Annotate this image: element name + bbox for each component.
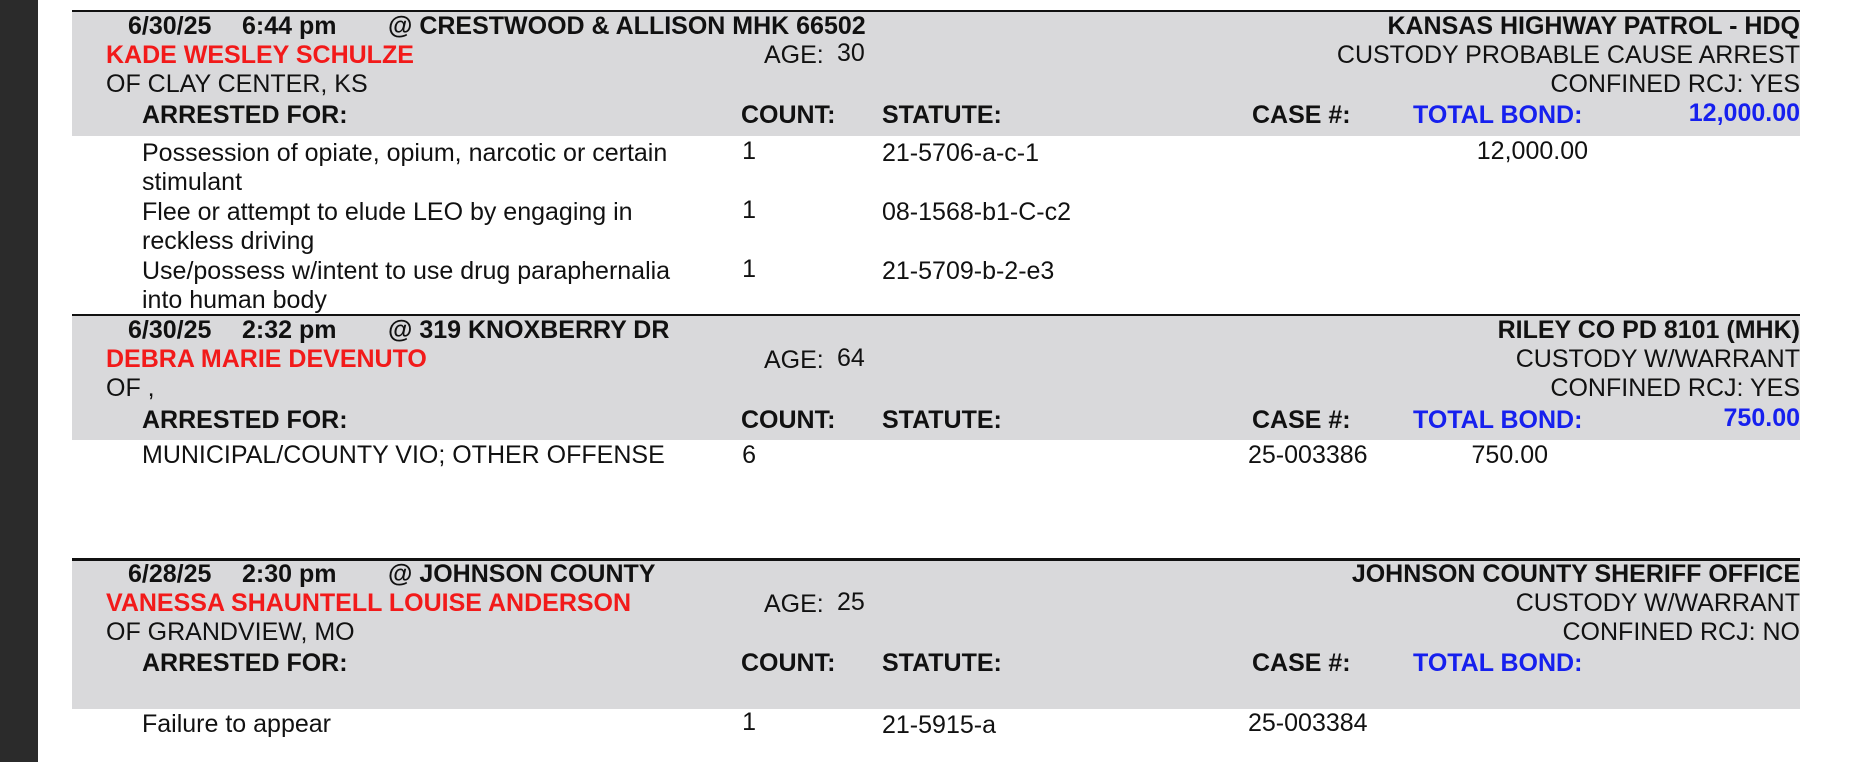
arresting-agency: JOHNSON COUNTY SHERIFF OFFICE bbox=[1351, 560, 1800, 588]
arrested-for-label: ARRESTED FOR: bbox=[142, 649, 348, 677]
count-label: COUNT: bbox=[741, 649, 836, 677]
arrest-time: 6:44 pm bbox=[242, 12, 337, 40]
age-label: AGE: bbox=[764, 590, 824, 618]
arresting-agency: RILEY CO PD 8101 (MHK) bbox=[1497, 316, 1800, 344]
confined-status: CONFINED RCJ: YES bbox=[1550, 374, 1800, 402]
arrest-time: 2:30 pm bbox=[242, 560, 337, 588]
arrestee-origin: OF , bbox=[106, 374, 155, 402]
arrest-location: @ JOHNSON COUNTY bbox=[388, 560, 656, 588]
charge-description: Possession of opiate, opium, narcotic or certain bbox=[142, 139, 668, 167]
total-bond-value: 750.00 bbox=[1723, 404, 1800, 432]
custody-type: CUSTODY PROBABLE CAUSE ARREST bbox=[1336, 41, 1800, 69]
count-label: COUNT: bbox=[741, 406, 836, 434]
arrest-date: 6/30/25 bbox=[128, 12, 212, 40]
charge-description: Failure to appear bbox=[142, 710, 332, 738]
case-label: CASE #: bbox=[1252, 649, 1351, 677]
charge-bond: 12,000.00 bbox=[1476, 137, 1588, 165]
statute-label: STATUTE: bbox=[882, 649, 1002, 677]
arrested-for-label: ARRESTED FOR: bbox=[142, 101, 348, 129]
count-label: COUNT: bbox=[741, 101, 836, 129]
arrested-for-label: ARRESTED FOR: bbox=[142, 406, 348, 434]
arrestee-origin: OF CLAY CENTER, KS bbox=[106, 70, 368, 98]
charge-description: Flee or attempt to elude LEO by engaging in bbox=[142, 198, 633, 226]
charge-count: 1 bbox=[742, 137, 756, 165]
arrest-location: @ CRESTWOOD & ALLISON MHK 66502 bbox=[388, 12, 866, 40]
age-label: AGE: bbox=[764, 41, 824, 69]
confined-status: CONFINED RCJ: YES bbox=[1550, 70, 1800, 98]
charge-count: 6 bbox=[742, 441, 756, 469]
charge-count: 1 bbox=[742, 708, 756, 736]
booking-report-page bbox=[38, 0, 1854, 762]
charge-description: Use/possess w/intent to use drug paraphernalia bbox=[142, 257, 671, 285]
custody-type: CUSTODY W/WARRANT bbox=[1515, 589, 1800, 617]
case-label: CASE #: bbox=[1252, 101, 1351, 129]
statute-label: STATUTE: bbox=[882, 101, 1002, 129]
age-label: AGE: bbox=[764, 346, 824, 374]
custody-type: CUSTODY W/WARRANT bbox=[1515, 345, 1800, 373]
booking-record-johnson bbox=[72, 559, 1800, 762]
charge-case-number: 25-003386 bbox=[1248, 441, 1368, 469]
booking-record bbox=[72, 10, 1800, 314]
charge-description-cont: stimulant bbox=[142, 168, 243, 196]
arrestee-name: DEBRA MARIE DEVENUTO bbox=[106, 345, 427, 373]
total-bond-value: 12,000.00 bbox=[1688, 99, 1800, 127]
arrestee-origin: OF GRANDVIEW, MO bbox=[106, 618, 355, 646]
age-value: 30 bbox=[837, 39, 865, 67]
case-label: CASE #: bbox=[1252, 406, 1351, 434]
charge-description-cont: reckless driving bbox=[142, 227, 315, 255]
charge-count: 1 bbox=[742, 196, 756, 224]
total-bond-label: TOTAL BOND: bbox=[1413, 406, 1583, 434]
charge-count: 1 bbox=[742, 255, 756, 283]
arrest-time: 2:32 pm bbox=[242, 316, 337, 344]
age-value: 64 bbox=[837, 344, 865, 372]
charge-bond: 750.00 bbox=[1471, 441, 1548, 469]
charge-case-number: 25-003384 bbox=[1248, 709, 1368, 737]
charge-description-cont: into human body bbox=[142, 286, 327, 314]
arrest-date: 6/30/25 bbox=[128, 316, 212, 344]
confined-status: CONFINED RCJ: NO bbox=[1562, 618, 1800, 646]
charge-description: MUNICIPAL/COUNTY VIO; OTHER OFFENSE bbox=[142, 441, 665, 469]
charge-statute: 21-5915-a bbox=[882, 711, 996, 739]
arrest-date: 6/28/25 bbox=[128, 560, 212, 588]
total-bond-label: TOTAL BOND: bbox=[1413, 101, 1583, 129]
booking-record bbox=[72, 314, 1800, 470]
charge-statute: 08-1568-b1-C-c2 bbox=[882, 198, 1071, 226]
total-bond-label: TOTAL BOND: bbox=[1413, 649, 1583, 677]
statute-label: STATUTE: bbox=[882, 406, 1002, 434]
charge-statute: 21-5706-a-c-1 bbox=[882, 139, 1040, 167]
arrestee-name: KADE WESLEY SCHULZE bbox=[106, 41, 414, 69]
age-value: 25 bbox=[837, 588, 865, 616]
charge-statute: 21-5709-b-2-e3 bbox=[882, 257, 1055, 285]
arrest-location: @ 319 KNOXBERRY DR bbox=[388, 316, 670, 344]
arrestee-name: VANESSA SHAUNTELL LOUISE ANDERSON bbox=[106, 589, 632, 617]
arresting-agency: KANSAS HIGHWAY PATROL - HDQ bbox=[1387, 12, 1800, 40]
